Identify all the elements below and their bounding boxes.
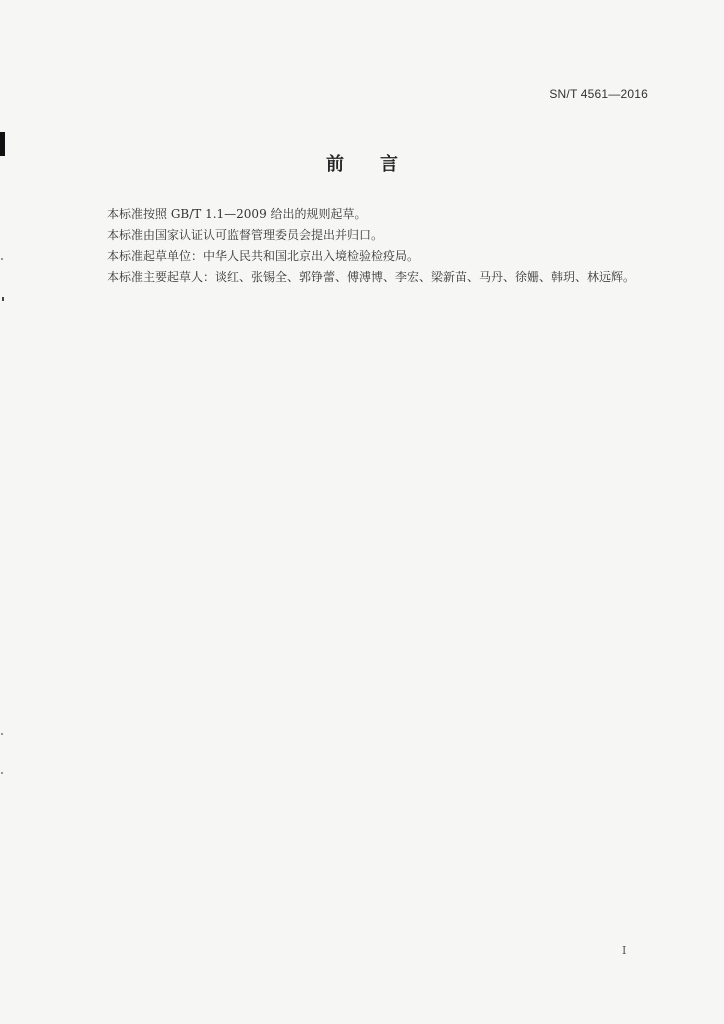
foreword-paragraph: 本标准由国家认证认可监督管理委员会提出并归口。 bbox=[107, 228, 384, 242]
standard-number: SN/T 4561—2016 bbox=[549, 87, 648, 101]
foreword-paragraph: 本标准按照 GB/T 1.1—2009 给出的规则起草。 bbox=[107, 207, 367, 221]
scan-edge-tick bbox=[2, 297, 4, 301]
scan-dust-dot bbox=[1, 733, 3, 735]
scan-dust-dot bbox=[1, 258, 3, 260]
foreword-paragraph: 本标准起草单位：中华人民共和国北京出入境检验检疫局。 bbox=[107, 249, 420, 263]
page-number: I bbox=[622, 944, 627, 957]
scan-dust-dot bbox=[1, 772, 3, 774]
foreword-paragraph: 本标准主要起草人：谈红、张锡全、郭铮蕾、傅溥博、李宏、梁新苗、马丹、徐姗、韩玥、林远辉。 bbox=[107, 270, 636, 284]
page-title: 前言 bbox=[326, 154, 434, 175]
foreword-body bbox=[107, 204, 636, 288]
